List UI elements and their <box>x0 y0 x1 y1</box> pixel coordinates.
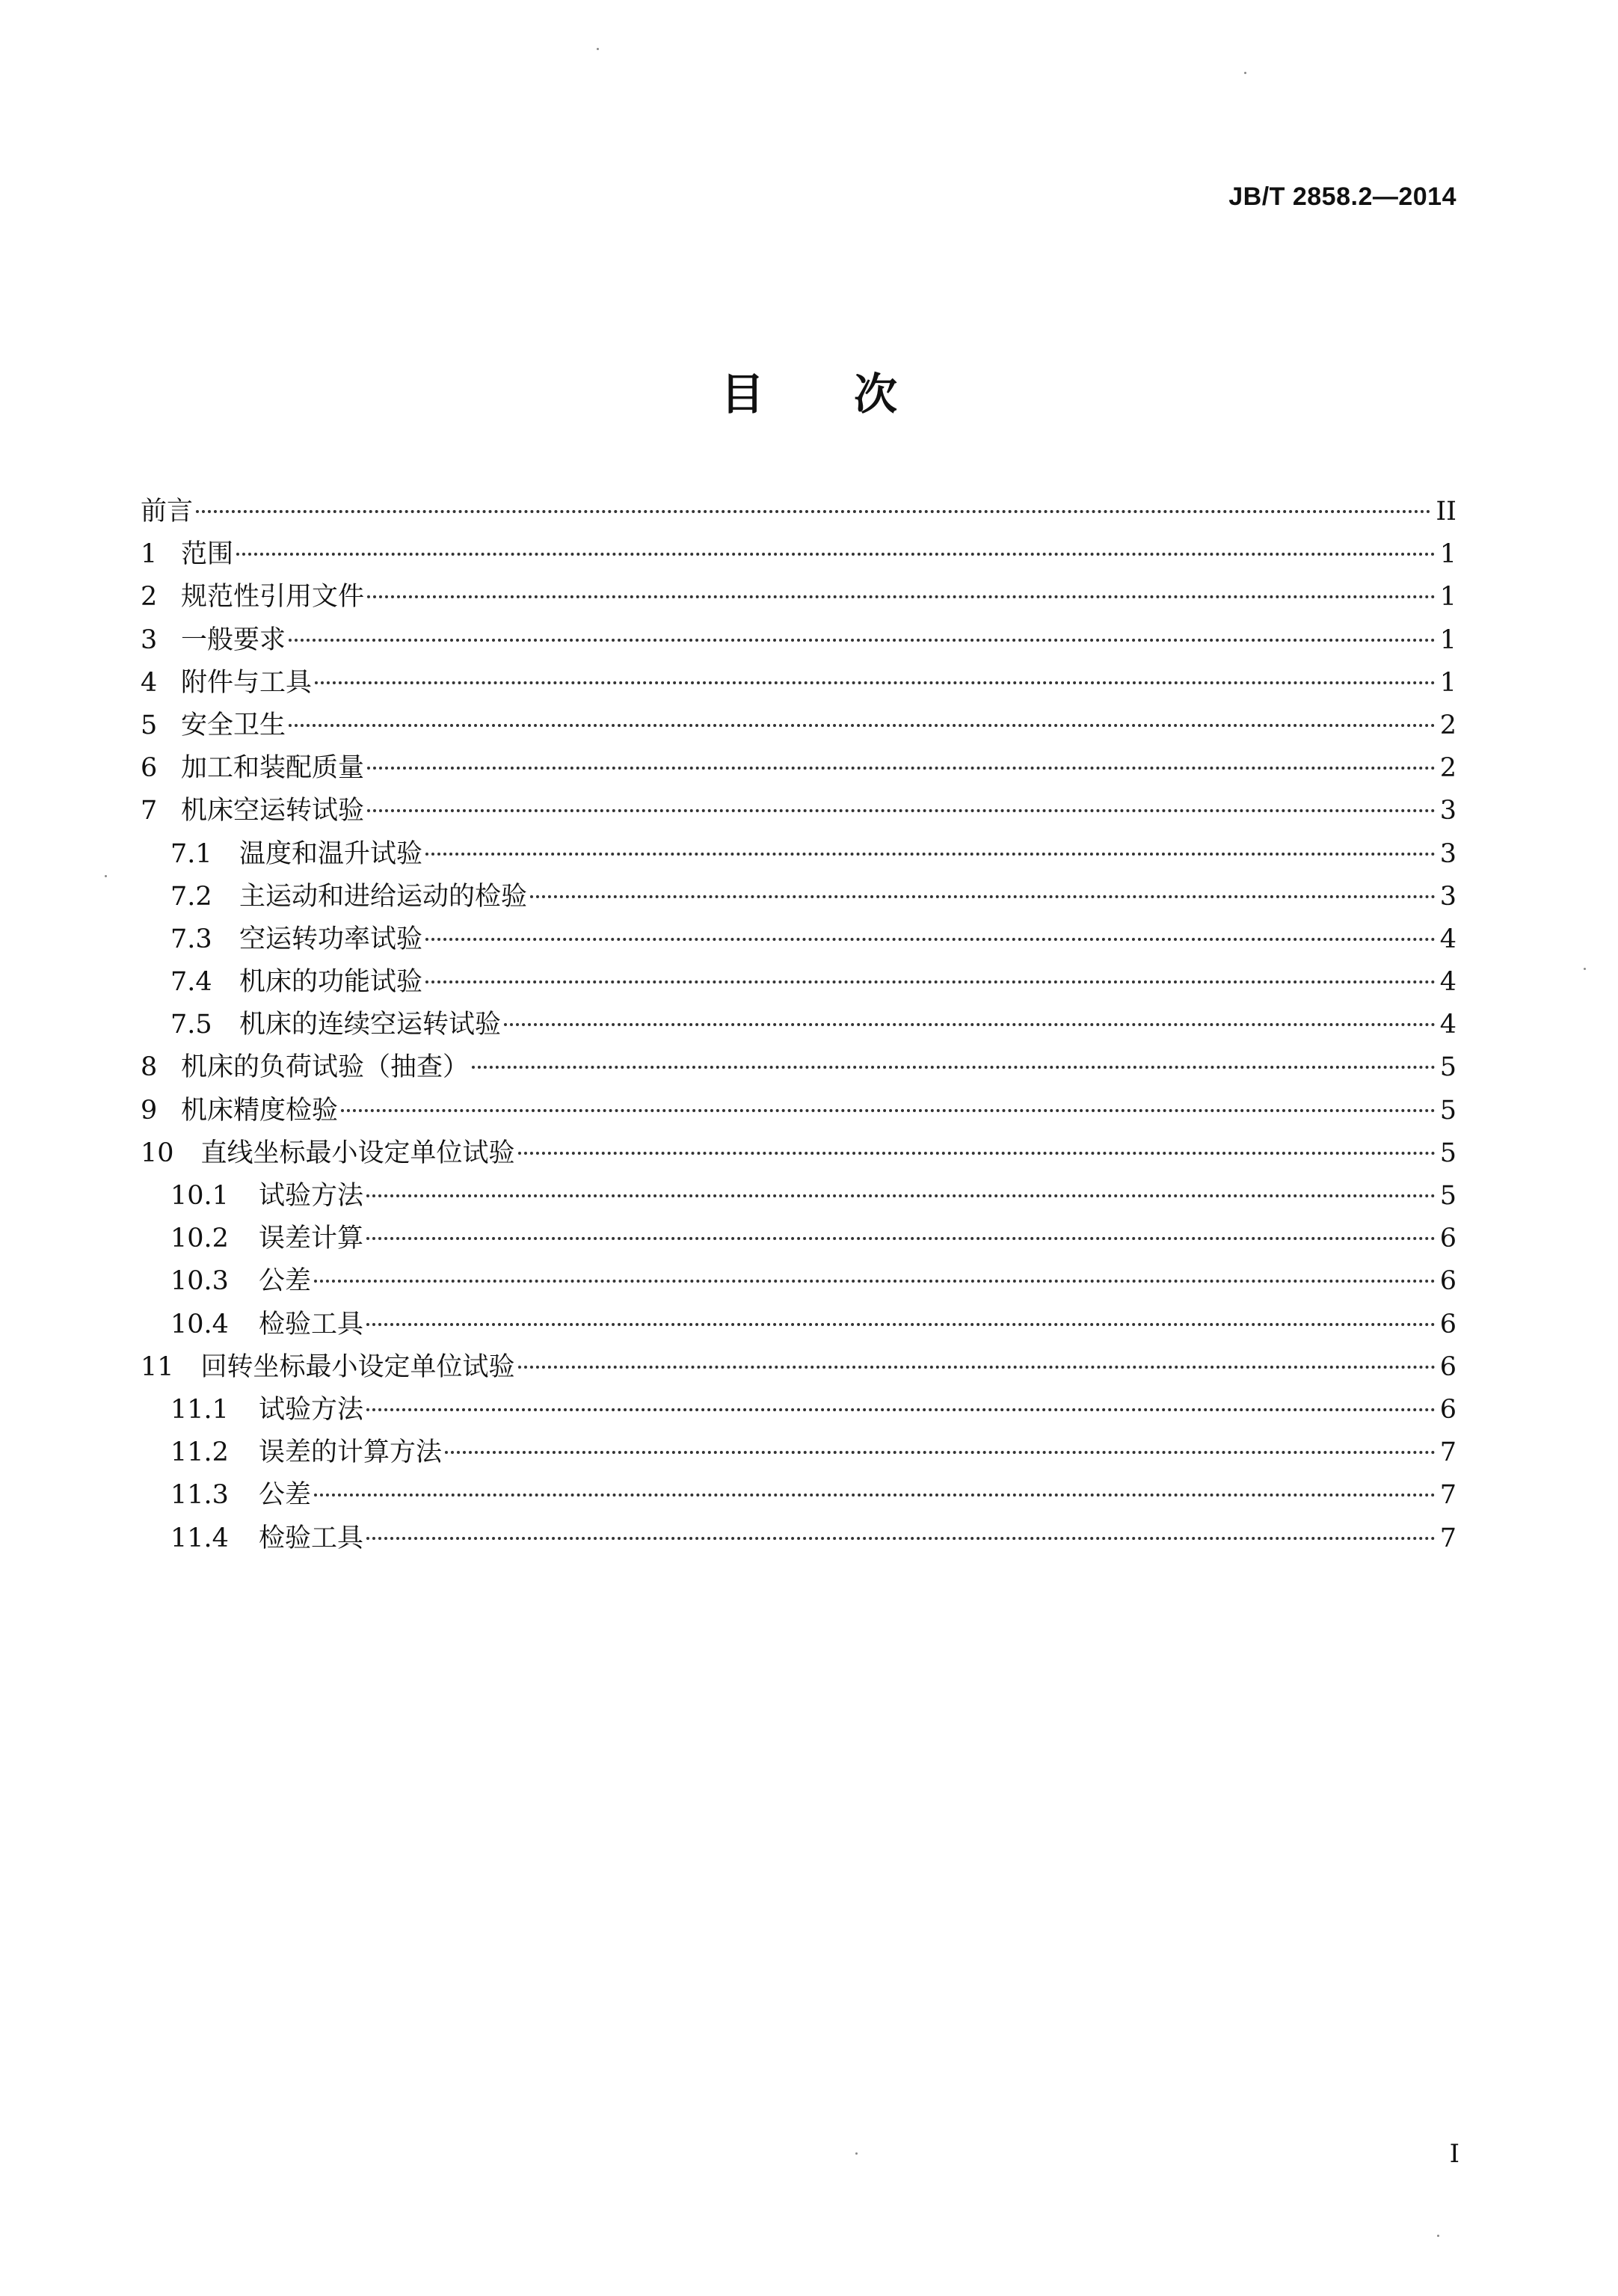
toc-entry-number: 4 <box>141 667 158 698</box>
toc-entry[interactable] <box>141 576 1456 618</box>
toc-entry-number: 7.5 <box>170 1010 212 1040</box>
toc-title-char-2: 次 <box>854 369 898 420</box>
toc-dot-leader <box>315 681 1436 684</box>
toc-entry-number: 10.2 <box>170 1224 229 1254</box>
toc-entry-page: 6 <box>1439 1351 1456 1382</box>
toc-dot-leader <box>366 1408 1436 1411</box>
toc-entry[interactable] <box>141 1517 1456 1560</box>
toc-entry-title: 机床的连续空运转试验 <box>239 1010 502 1040</box>
toc-entry-title: 机床精度检验 <box>181 1095 339 1126</box>
toc-entry-title: 范围 <box>181 539 234 570</box>
toc-title <box>0 359 1618 422</box>
toc-dot-leader <box>366 1537 1436 1540</box>
toc-entry-title: 公差 <box>258 1480 311 1511</box>
toc-entry-number: 11 <box>141 1351 174 1382</box>
toc-dot-leader <box>236 553 1436 556</box>
toc-entry[interactable] <box>141 662 1456 705</box>
toc-entry-page: 7 <box>1439 1480 1456 1511</box>
toc-entry[interactable] <box>141 1175 1456 1218</box>
toc-entry-title: 前言 <box>141 497 194 527</box>
toc-entry-page: 3 <box>1439 838 1456 869</box>
toc-entry[interactable] <box>141 1474 1456 1517</box>
toc-dot-leader <box>518 1366 1436 1369</box>
toc-entry-page: 2 <box>1439 753 1456 784</box>
toc-entry-title: 试验方法 <box>258 1181 363 1211</box>
toc-entry-title: 附件与工具 <box>181 667 313 698</box>
toc-entry-page: 6 <box>1439 1224 1456 1254</box>
toc-dot-leader <box>314 1494 1436 1497</box>
toc-entry-number: 7 <box>141 796 158 826</box>
toc-entry-number: 1 <box>141 539 158 570</box>
toc-entry[interactable] <box>141 1046 1456 1089</box>
toc-dot-leader <box>472 1066 1436 1069</box>
toc-dot-leader <box>425 853 1436 856</box>
toc-entry-number: 10.3 <box>170 1266 229 1297</box>
toc-dot-leader <box>518 1152 1436 1155</box>
toc-entry-title: 机床空运转试验 <box>181 796 365 826</box>
scan-speck <box>1584 968 1586 970</box>
toc-entry-number: 11.2 <box>170 1437 229 1468</box>
toc-entry-title: 一般要求 <box>181 624 286 655</box>
toc-entry-page: 6 <box>1439 1394 1456 1425</box>
toc-entry-page: 6 <box>1439 1266 1456 1297</box>
toc-entry-page: 6 <box>1439 1309 1456 1339</box>
toc-entry-title: 回转坐标最小设定单位试验 <box>200 1351 515 1382</box>
toc-entry-page: 1 <box>1439 539 1456 570</box>
toc-dot-leader <box>341 1109 1436 1112</box>
toc-entry-page: 1 <box>1439 624 1456 655</box>
toc-entry[interactable] <box>141 619 1456 662</box>
toc-entry[interactable] <box>141 833 1456 876</box>
toc-dot-leader <box>366 1323 1436 1326</box>
toc-entry-page: 2 <box>1439 710 1456 740</box>
toc-entry-number: 9 <box>141 1095 158 1126</box>
toc-entry-number: 10.1 <box>170 1181 229 1211</box>
toc-entry[interactable] <box>141 961 1456 1004</box>
toc-entry-title: 试验方法 <box>258 1394 363 1425</box>
toc-entry-page: 3 <box>1439 796 1456 826</box>
toc-entry-number: 11.3 <box>170 1480 229 1511</box>
toc-entry[interactable] <box>141 1090 1456 1132</box>
toc-entry[interactable] <box>141 790 1456 832</box>
toc-entry-title: 检验工具 <box>258 1523 363 1553</box>
toc-entry-page: 4 <box>1439 924 1456 954</box>
toc-title-char-1: 目 <box>720 369 764 420</box>
toc-entry-title: 规范性引用文件 <box>181 582 365 613</box>
toc-entry-title: 误差的计算方法 <box>258 1437 442 1468</box>
toc-dot-leader <box>530 895 1436 898</box>
toc-entry[interactable] <box>141 1260 1456 1303</box>
toc-entry-page: 7 <box>1439 1437 1456 1468</box>
toc-entry-page: II <box>1436 497 1456 527</box>
toc-entry-title: 直线坐标最小设定单位试验 <box>200 1138 515 1168</box>
toc-entry-page: 5 <box>1439 1138 1456 1168</box>
toc-dot-leader <box>504 1023 1436 1026</box>
toc-dot-leader <box>289 639 1436 642</box>
toc-entry-number: 11.4 <box>170 1523 229 1553</box>
toc-entry[interactable] <box>141 1389 1456 1431</box>
toc-entry-page: 5 <box>1439 1095 1456 1126</box>
toc-dot-leader <box>425 980 1436 983</box>
toc-entry[interactable] <box>141 705 1456 747</box>
toc-entry-title: 误差计算 <box>258 1224 363 1254</box>
toc-entry[interactable] <box>141 1346 1456 1389</box>
toc-entry-number: 2 <box>141 582 158 613</box>
toc-dot-leader <box>445 1451 1436 1454</box>
toc-dot-leader <box>314 1280 1436 1283</box>
toc-entry-page: 5 <box>1439 1052 1456 1083</box>
toc-entry-number: 7.4 <box>170 967 212 998</box>
scan-speck <box>1437 2235 1439 2237</box>
toc-entry-title: 机床的负荷试验（抽查） <box>181 1052 470 1083</box>
scan-speck <box>597 48 599 50</box>
toc-entry-title: 公差 <box>258 1266 311 1297</box>
toc-entry-number: 8 <box>141 1052 158 1083</box>
toc-entry-title: 机床的功能试验 <box>239 967 423 998</box>
toc-entry-page: 7 <box>1439 1523 1456 1553</box>
toc-entry-title: 检验工具 <box>258 1309 363 1339</box>
toc-entry-title: 安全卫生 <box>181 710 286 740</box>
toc-entry-title: 温度和温升试验 <box>239 838 423 869</box>
toc-entry-number: 11.1 <box>170 1394 229 1425</box>
toc-dot-leader <box>289 724 1436 727</box>
toc-entry-title: 空运转功率试验 <box>239 924 423 954</box>
toc-entry-page: 4 <box>1439 1010 1456 1040</box>
toc-dot-leader <box>367 767 1436 770</box>
toc-entry[interactable] <box>141 1304 1456 1346</box>
toc-entry[interactable] <box>141 491 1456 533</box>
toc-entry[interactable] <box>141 1132 1456 1175</box>
toc-dot-leader <box>367 595 1436 598</box>
toc-entry-number: 6 <box>141 753 158 784</box>
toc-entry[interactable] <box>141 876 1456 918</box>
toc-entry-number: 7.2 <box>170 881 212 912</box>
toc-entry[interactable] <box>141 1004 1456 1046</box>
toc-entry[interactable] <box>141 747 1456 790</box>
scan-speck <box>105 875 107 877</box>
toc-entry[interactable] <box>141 1431 1456 1474</box>
toc-entry-number: 7.3 <box>170 924 212 954</box>
toc-entry-page: 3 <box>1439 881 1456 912</box>
toc-entry[interactable] <box>141 918 1456 961</box>
toc-entry[interactable] <box>141 1218 1456 1260</box>
toc-entry-number: 10 <box>141 1138 174 1168</box>
page-number: I <box>1449 2139 1459 2169</box>
toc-list <box>141 491 1456 1560</box>
toc-entry[interactable] <box>141 533 1456 576</box>
scan-speck <box>1244 72 1246 74</box>
toc-entry-title: 加工和装配质量 <box>181 753 365 784</box>
toc-entry-number: 10.4 <box>170 1309 229 1339</box>
toc-entry-number: 3 <box>141 624 158 655</box>
toc-dot-leader <box>196 510 1431 513</box>
toc-dot-leader <box>366 1194 1436 1197</box>
scan-speck <box>855 2152 858 2155</box>
toc-entry-number: 5 <box>141 710 158 740</box>
toc-dot-leader <box>425 938 1436 941</box>
toc-dot-leader <box>366 1237 1436 1240</box>
toc-entry-number: 7.1 <box>170 838 212 869</box>
toc-dot-leader <box>367 809 1436 812</box>
toc-entry-page: 1 <box>1439 582 1456 613</box>
document-code: JB/T 2858.2—2014 <box>1228 182 1456 211</box>
toc-entry-page: 4 <box>1439 967 1456 998</box>
toc-entry-page: 5 <box>1439 1181 1456 1211</box>
toc-entry-page: 1 <box>1439 667 1456 698</box>
toc-entry-title: 主运动和进给运动的检验 <box>239 881 528 912</box>
